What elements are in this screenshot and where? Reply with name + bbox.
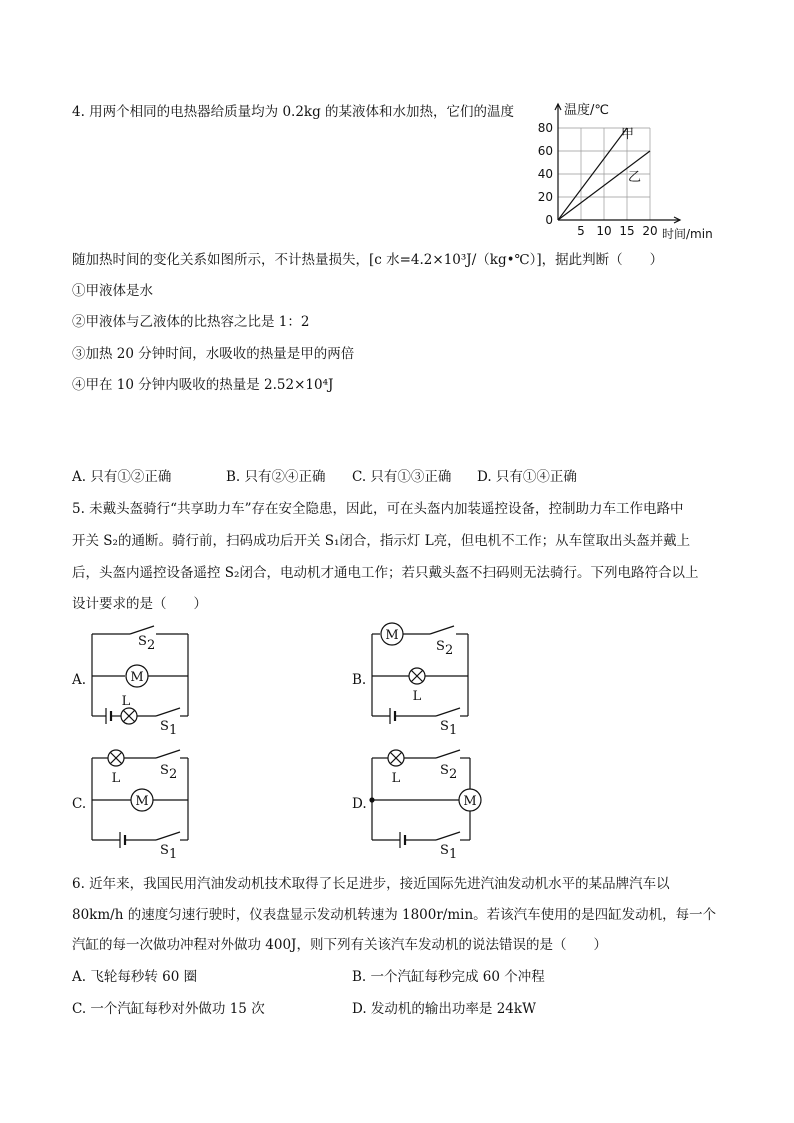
circuit-c-s1-sub: 1	[169, 847, 178, 862]
circuit-a-motor-symbol: M	[130, 670, 144, 685]
y-tick-label: 80	[537, 121, 553, 135]
x-tick-label: 15	[619, 224, 635, 238]
q4-option-a[interactable]: A. 只有①②正确	[72, 469, 172, 485]
circuit-d-s2-label: S	[440, 763, 449, 778]
circuit-a-s2-label: S	[138, 634, 147, 649]
circuit-d-diagram	[360, 742, 490, 862]
y-tick-label: 40	[537, 167, 553, 181]
circuit-d-lamp-label: L	[391, 771, 401, 786]
temperature-time-chart	[530, 100, 730, 245]
circuit-d-label[interactable]: D.	[352, 796, 367, 812]
circuit-a-diagram	[80, 620, 200, 735]
y-tick-label: 20	[537, 190, 553, 204]
circuit-d-s1-sub: 1	[449, 847, 458, 862]
circuit-b-s1-sub: 1	[449, 723, 458, 735]
x-tick-label: 5	[577, 224, 585, 238]
q6-option-a[interactable]: A. 飞轮每秒转 60 圈	[72, 969, 198, 985]
q6-stem-line1: 6. 近年来，我国民用汽油发动机技术取得了长足进步，接近国际先进汽油发动机水平的某品牌汽车以	[72, 876, 670, 892]
q6-stem-line2: 80km/h 的速度匀速行驶时，仪表盘显示发动机转速为 1800r/min。若该汽车使用的是四缸发动机，每一个	[72, 907, 717, 923]
x-axis-label: 时间/min	[662, 227, 713, 241]
q4-statement-4: ④甲在 10 分钟内吸收的热量是 2.52×10⁴J	[72, 377, 334, 393]
q4-option-b[interactable]: B. 只有②④正确	[226, 469, 326, 485]
q6-option-d[interactable]: D. 发动机的输出功率是 24kW	[352, 1001, 536, 1017]
q4-statement-1: ①甲液体是水	[72, 283, 153, 299]
circuit-c-label[interactable]: C.	[72, 796, 87, 812]
series-label-1: 甲	[621, 127, 635, 142]
circuit-b-s2-label: S	[436, 639, 445, 654]
circuit-b-motor-symbol: M	[385, 628, 399, 643]
circuit-c-s1-label: S	[160, 843, 169, 858]
q4-statement-2: ②甲液体与乙液体的比热容之比是 1：2	[72, 314, 310, 330]
circuit-a-lamp-label: L	[121, 694, 131, 709]
circuit-d-motor-symbol: M	[463, 794, 477, 809]
q5-stem-line3: 后，头盔内遥控设备遥控 S₂闭合，电动机才通电工作；若只戴头盔不扫码则无法骑行。下列电路符合以上	[72, 565, 699, 581]
q5-stem-line1: 5. 未戴头盔骑行“共享助力车”存在安全隐患，因此，可在头盔内加装遥控设备，控制助力车工作电路中	[72, 501, 684, 517]
circuit-b-s2-sub: 2	[445, 643, 454, 658]
circuit-c-s2-label: S	[160, 763, 169, 778]
x-tick-label: 20	[642, 224, 658, 238]
circuit-a-s2-sub: 2	[147, 638, 156, 653]
circuit-b-diagram	[360, 620, 480, 735]
circuit-c-diagram	[80, 742, 200, 862]
circuit-d-s2-sub: 2	[449, 767, 458, 782]
q6-stem-line3: 汽缸的每一次做功冲程对外做功 400J，则下列有关该汽车发动机的说法错误的是（ ）	[72, 937, 607, 953]
series-label-2: 乙	[628, 170, 642, 185]
circuit-b-s1-label: S	[440, 719, 449, 734]
y-tick-label: 0	[545, 213, 553, 227]
circuit-b-label[interactable]: B.	[352, 672, 367, 688]
q4-statement-3: ③加热 20 分钟时间，水吸收的热量是甲的两倍	[72, 346, 355, 362]
q4-option-c[interactable]: C. 只有①③正确	[352, 469, 452, 485]
q6-option-b[interactable]: B. 一个汽缸每秒完成 60 个冲程	[352, 969, 545, 985]
y-axis-label: 温度/℃	[564, 103, 609, 118]
q4-stem-line2: 随加热时间的变化关系如图所示，不计热量损失，[c 水=4.2×10³J/（kg•℃）]，据此判断（ ）	[72, 252, 664, 268]
circuit-b-lamp-label: L	[412, 689, 422, 704]
q4-stem-line1: 4. 用两个相同的电热器给质量均为 0.2kg 的某液体和水加热，它们的温度	[72, 104, 515, 120]
q5-stem-line4: 设计要求的是（ ）	[72, 596, 207, 612]
q5-stem-line2: 开关 S₂的通断。骑行前，扫码成功后开关 S₁闭合，指示灯 L亮，但电机不工作；从车筐取出头盔并戴上	[72, 533, 691, 549]
q6-option-c[interactable]: C. 一个汽缸每秒对外做功 15 次	[72, 1001, 265, 1017]
y-tick-label: 60	[537, 144, 553, 158]
circuit-a-label[interactable]: A.	[72, 672, 87, 688]
x-tick-label: 10	[596, 224, 612, 238]
circuit-c-lamp-label: L	[111, 771, 121, 786]
circuit-c-motor-symbol: M	[135, 794, 149, 809]
circuit-a-s1-label: S	[160, 719, 169, 734]
q4-option-d[interactable]: D. 只有①④正确	[477, 469, 577, 485]
circuit-d-s1-label: S	[440, 843, 449, 858]
circuit-a-s1-sub: 1	[169, 723, 178, 735]
circuit-c-s2-sub: 2	[169, 767, 178, 782]
